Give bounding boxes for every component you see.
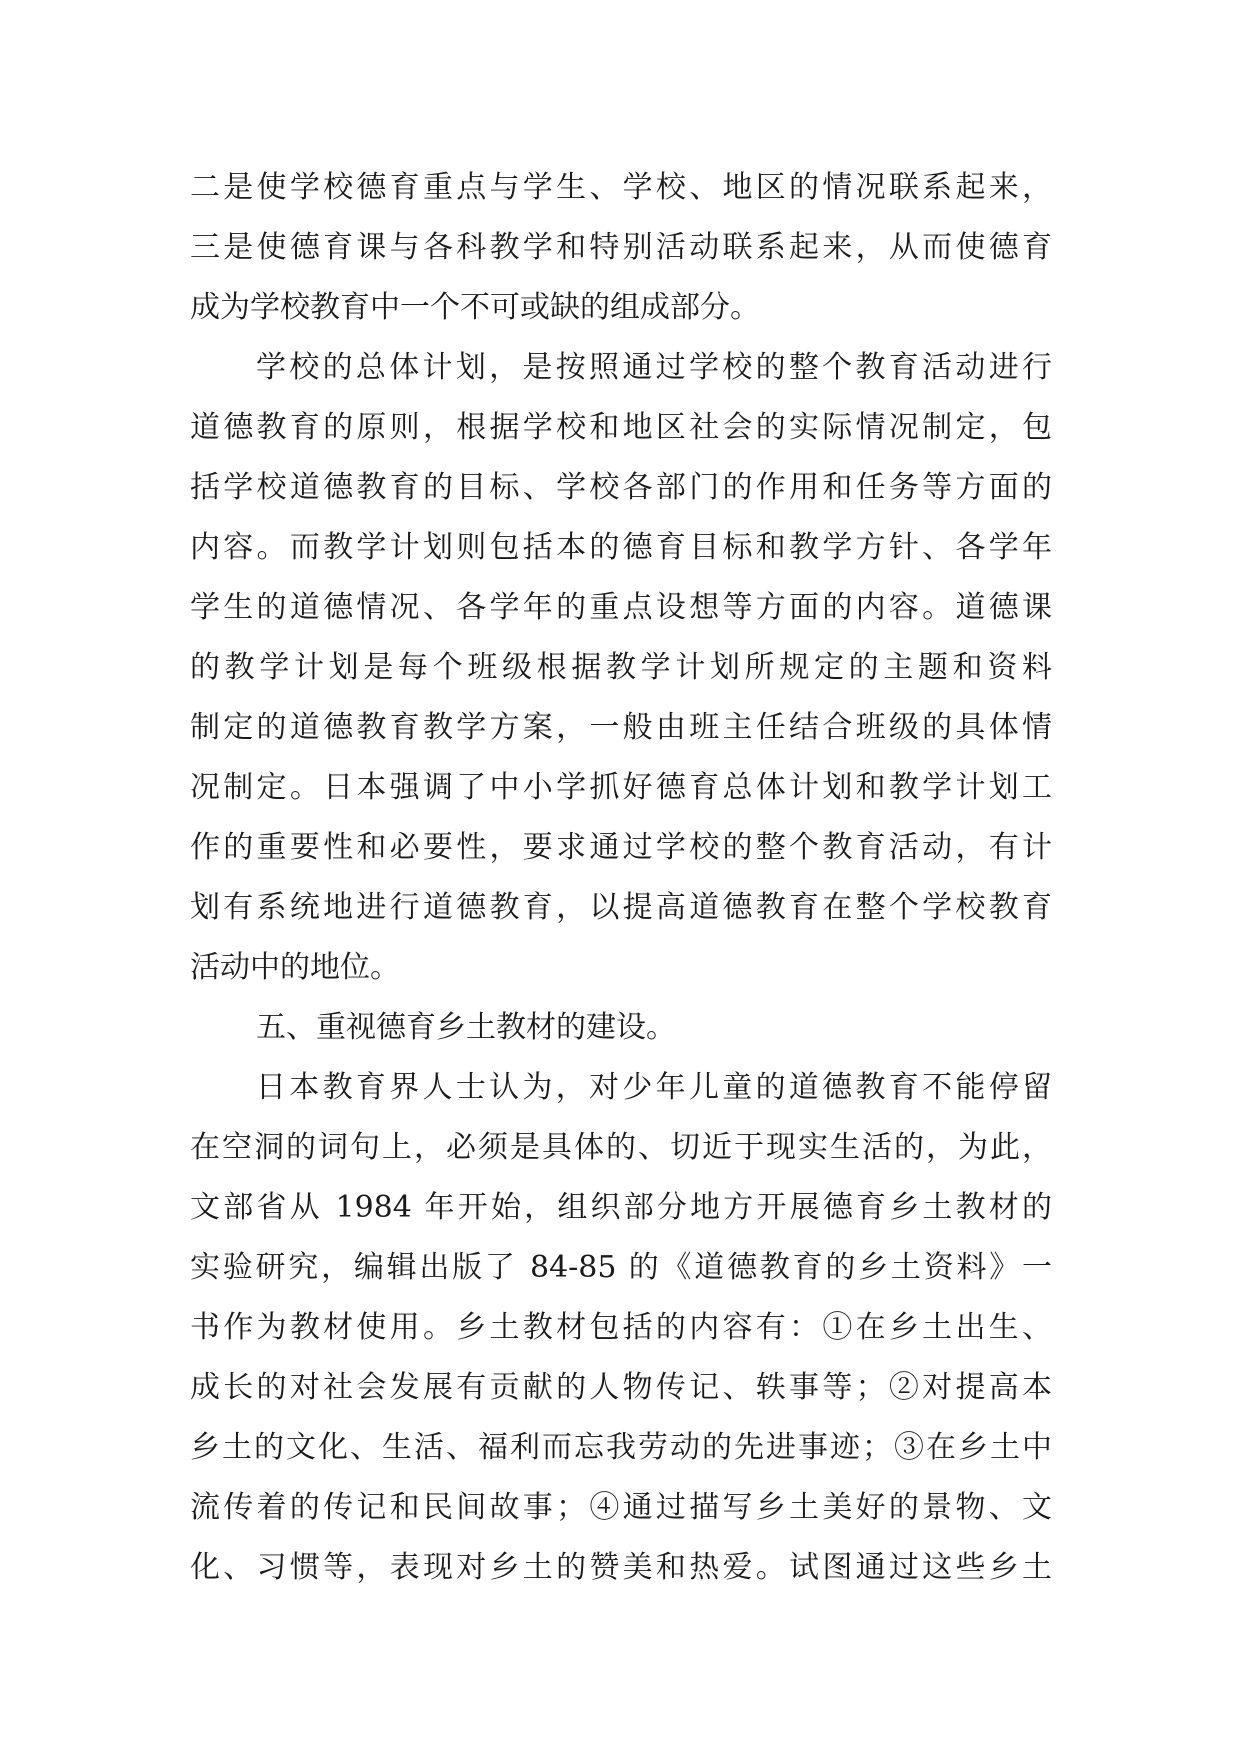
text-line: 内容。而教学计划则包括本的德育目标和教学方针、各学年	[190, 530, 1052, 565]
text-line: 况制定。日本强调了中小学抓好德育总体计划和教学计划工	[190, 770, 1052, 805]
text-line: 流传着的传记和民间故事；④通过描写乡土美好的景物、文	[190, 1490, 1052, 1525]
text-line: 三是使德育课与各科教学和特别活动联系起来，从而使德育	[190, 230, 1052, 265]
text-line: 括学校道德教育的目标、学校各部门的作用和任务等方面的	[190, 470, 1052, 505]
text-line: 制定的道德教育教学方案，一般由班主任结合班级的具体情	[190, 710, 1052, 745]
text-line: 实验研究，编辑出版了 84-85 的《道德教育的乡土资料》一	[190, 1250, 1052, 1285]
text-line: 文部省从 1984 年开始，组织部分地方开展德育乡土教材的	[190, 1190, 1052, 1225]
text-line: 活动中的地位。	[190, 950, 400, 985]
text-line: 书作为教材使用。乡土教材包括的内容有：①在乡土出生、	[190, 1310, 1052, 1345]
text-line: 道德教育的原则，根据学校和地区社会的实际情况制定，包	[190, 410, 1052, 445]
text-line: 成为学校教育中一个不可或缺的组成部分。	[190, 290, 760, 325]
paragraph-first-line: 日本教育界人士认为，对少年儿童的道德教育不能停留	[256, 1070, 1052, 1105]
section-heading: 五、重视德育乡土教材的建设。	[256, 1010, 676, 1045]
text-line: 的教学计划是每个班级根据教学计划所规定的主题和资料	[190, 650, 1052, 685]
text-line: 作的重要性和必要性，要求通过学校的整个教育活动，有计	[190, 830, 1052, 865]
text-line: 二是使学校德育重点与学生、学校、地区的情况联系起来，	[190, 170, 1052, 205]
text-line: 在空洞的词句上，必须是具体的、切近于现实生活的，为此，	[190, 1130, 1052, 1165]
text-line: 学生的道德情况、各学年的重点设想等方面的内容。道德课	[190, 590, 1052, 625]
text-line: 化、习惯等，表现对乡土的赞美和热爱。试图通过这些乡土	[190, 1550, 1052, 1585]
text-line: 乡土的文化、生活、福利而忘我劳动的先进事迹；③在乡土中	[190, 1430, 1052, 1465]
text-line: 成长的对社会发展有贡献的人物传记、轶事等；②对提高本	[190, 1370, 1052, 1405]
paragraph-first-line: 学校的总体计划，是按照通过学校的整个教育活动进行	[256, 350, 1052, 385]
text-line: 划有系统地进行道德教育，以提高道德教育在整个学校教育	[190, 890, 1052, 925]
